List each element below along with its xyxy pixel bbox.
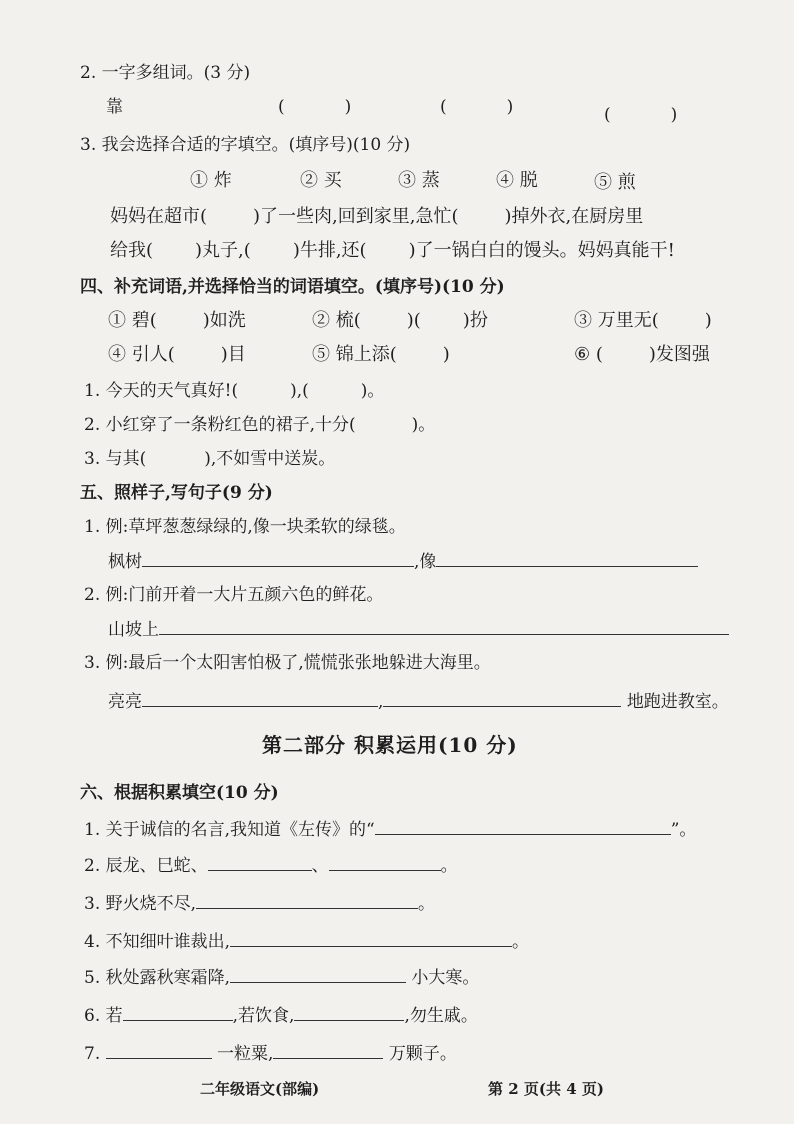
section-6-title: 六、根据积累填空(10 分) <box>80 783 279 803</box>
s6-q3: 3. 野火烧不尽, 。 <box>84 894 436 914</box>
s4-q1: 1. 今天的天气真好!( ),( )。 <box>84 381 385 401</box>
answer-line[interactable] <box>230 966 406 983</box>
answer-line[interactable] <box>230 930 512 947</box>
footer-subject: 二年级语文(部编) <box>200 1080 320 1098</box>
answer-line[interactable] <box>142 550 414 567</box>
q3-option-2: ② 买 <box>300 170 342 191</box>
s6-q1: 1. 关于诚信的名言,我知道《左传》的“ ”。 <box>84 820 697 840</box>
q3-sentence-1: 妈妈在超市( )了一些肉,回到家里,急忙( )掉外衣,在厨房里 <box>110 206 644 227</box>
footer-page-number: 第 2 页(共 4 页) <box>488 1080 604 1098</box>
s6-q5: 5. 秋处露秋寒霜降, 小大寒。 <box>84 968 480 988</box>
q3-option-3: ③ 蒸 <box>398 170 440 191</box>
q2-title: 2. 一字多组词。(3 分) <box>80 63 251 83</box>
q2-blank-2[interactable]: ( ) <box>440 97 514 117</box>
s6-q7: 7. 一粒粟, 万颗子。 <box>84 1044 457 1064</box>
s4-idiom-5: ⑤ 锦上添( ) <box>312 344 450 365</box>
s4-idiom-1: ① 碧( )如洗 <box>108 310 246 331</box>
s5-answer-2: 山坡上 <box>108 618 729 641</box>
s6-q6: 6. 若 ,若饮食, ,勿生戚。 <box>84 1006 478 1026</box>
q3-title: 3. 我会选择合适的字填空。(填序号)(10 分) <box>80 135 411 155</box>
s5-example-2: 2. 例:门前开着一大片五颜六色的鲜花。 <box>84 585 384 605</box>
s6-q2: 2. 辰龙、巳蛇、 、 。 <box>84 856 458 876</box>
answer-line[interactable] <box>142 690 378 707</box>
q3-option-4: ④ 脱 <box>496 170 538 191</box>
answer-line[interactable] <box>106 1042 212 1059</box>
answer-line[interactable] <box>273 1042 383 1059</box>
s5-example-1: 1. 例:草坪葱葱绿绿的,像一块柔软的绿毯。 <box>84 517 406 537</box>
answer-line[interactable] <box>294 1004 404 1021</box>
answer-line[interactable] <box>208 854 312 871</box>
answer-line[interactable] <box>383 690 621 707</box>
s4-q2: 2. 小红穿了一条粉红色的裙子,十分( )。 <box>84 415 436 435</box>
s4-idiom-6: ⑥ ( )发图强 <box>574 344 710 365</box>
s4-idiom-4: ④ 引人( )目 <box>108 344 246 365</box>
answer-line[interactable] <box>436 550 698 567</box>
q2-row <box>106 96 123 118</box>
q3-sentence-2: 给我( )丸子,( )牛排,还( )了一锅白白的馒头。妈妈真能干! <box>110 240 675 261</box>
q3-option-1: ① 炸 <box>190 170 232 191</box>
section-4-title: 四、补充词语,并选择恰当的词语填空。(填序号)(10 分) <box>80 277 505 297</box>
section-5-title: 五、照样子,写句子(9 分) <box>80 483 273 503</box>
q2-char: 靠 <box>106 97 123 117</box>
s5-example-3: 3. 例:最后一个太阳害怕极了,慌慌张张地躲进大海里。 <box>84 653 491 673</box>
q3-option-5: ⑤ 煎 <box>594 172 636 193</box>
q2-blank-3[interactable]: ( ) <box>604 105 678 125</box>
answer-line[interactable] <box>159 618 729 635</box>
q2-blank-1[interactable]: ( ) <box>278 97 352 117</box>
answer-line[interactable] <box>375 818 671 835</box>
answer-line[interactable] <box>196 892 418 909</box>
s4-q3: 3. 与其( ),不如雪中送炭。 <box>84 449 336 469</box>
s4-idiom-2: ② 梳( )( )扮 <box>312 310 488 331</box>
part-2-title: 第二部分 积累运用(10 分) <box>262 733 518 757</box>
s6-q4: 4. 不知细叶谁裁出, 。 <box>84 932 530 952</box>
answer-line[interactable] <box>123 1004 233 1021</box>
s4-idiom-3: ③ 万里无( ) <box>574 310 712 331</box>
answer-line[interactable] <box>329 854 441 871</box>
s5-answer-1: 枫树 ,像 <box>108 550 698 573</box>
s5-answer-3: 亮亮 , 地跑进教室。 <box>108 692 729 712</box>
